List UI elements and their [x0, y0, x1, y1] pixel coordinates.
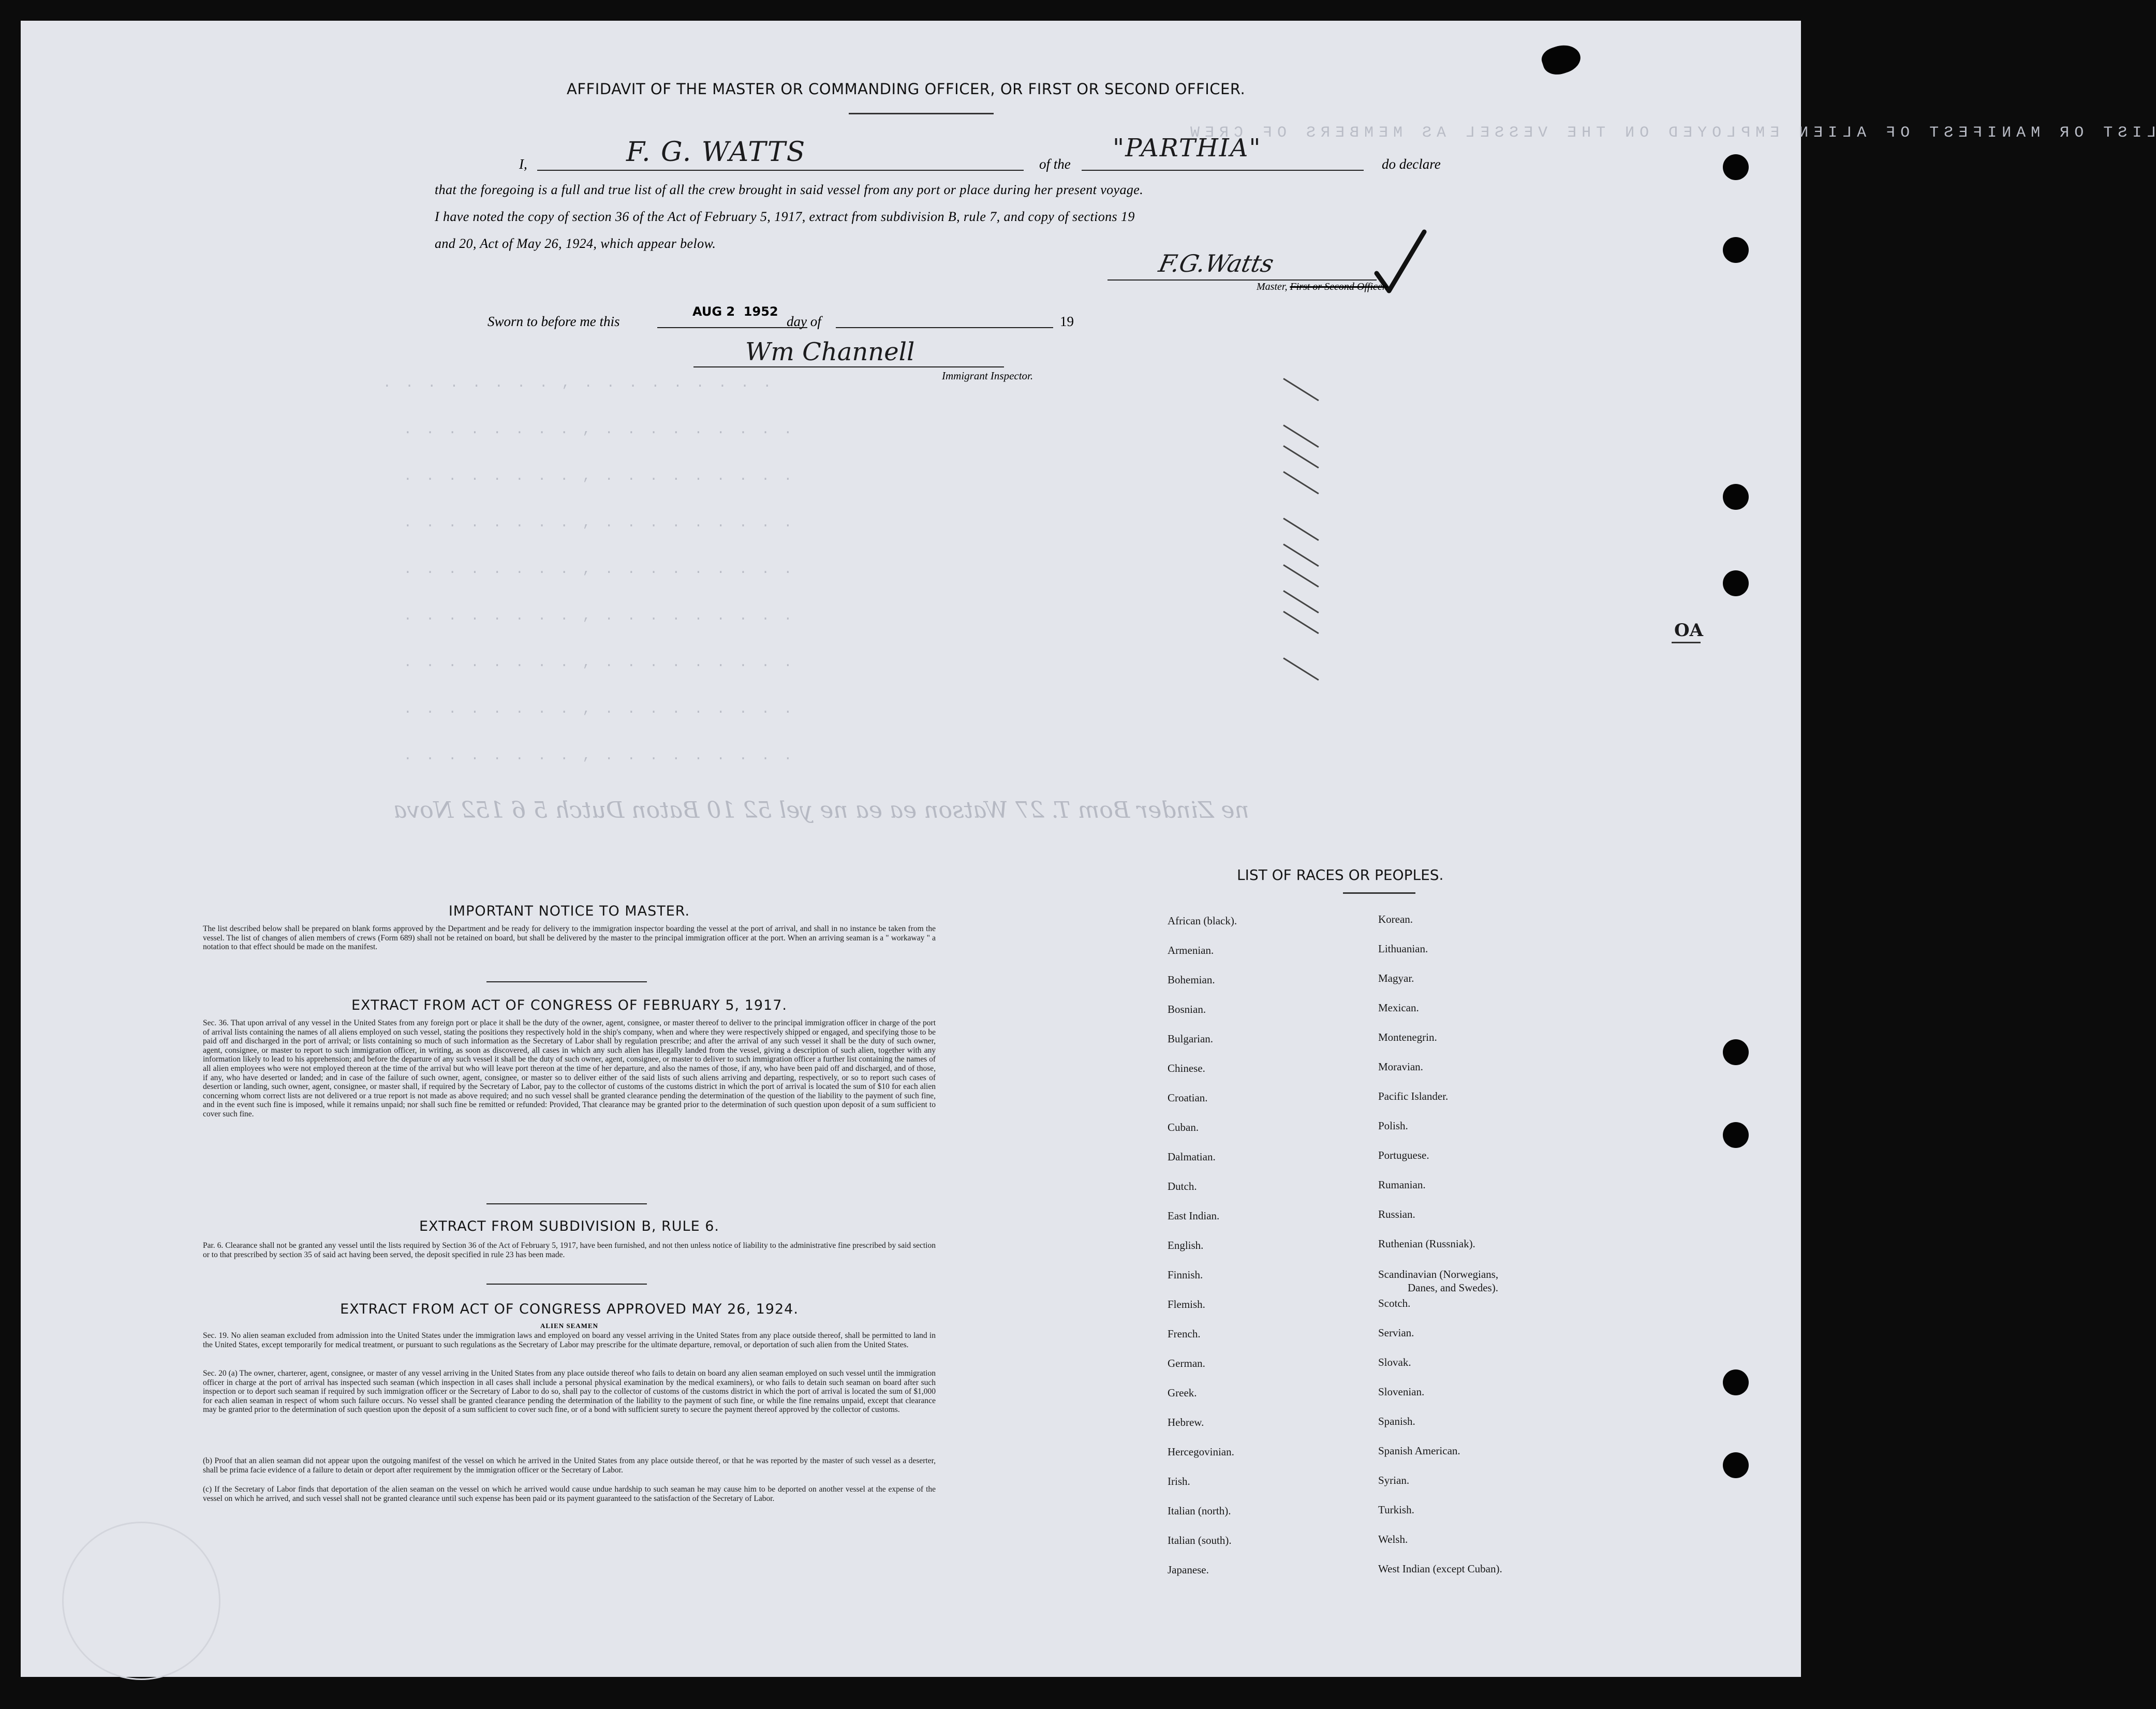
affidavit-title: AFFIDAVIT OF THE MASTER OR COMMANDING OFFICER, OR FIRST OR SECOND OFFICER. [567, 80, 1246, 98]
check-tick [1283, 445, 1319, 468]
torn-corner-mark [1539, 40, 1584, 79]
race-left: African (black). [1168, 915, 1237, 927]
punch-hole [1723, 154, 1749, 180]
race-right: Servian. [1378, 1327, 1414, 1339]
check-tick [1283, 424, 1319, 448]
punch-hole [1723, 1039, 1749, 1065]
subdivision-b-text: Par. 6. Clearance shall not be granted any vessel until the lists required by Section 36 of the Act of February 5, 1917, have been furnished, and not then unless notice of liability to the administrative fine prescribed by said section or to that prescribed by section 35 of said act having been served, the deposit specified in rule 23 has been made. [203, 1241, 936, 1259]
punch-hole [1723, 1452, 1749, 1478]
inspector-signature: Wm Channell [745, 337, 915, 366]
extract-1917-heading: EXTRACT FROM ACT OF CONGRESS OF FEBRUARY 5, 1917. [351, 997, 787, 1013]
master-name-line [537, 170, 1024, 171]
race-right: Slovak. [1378, 1356, 1411, 1368]
race-right: Slovenian. [1378, 1386, 1425, 1398]
race-left: French. [1168, 1328, 1201, 1340]
race-right: Scotch. [1378, 1297, 1411, 1309]
alien-seamen-subheading: ALIEN SEAMEN [540, 1322, 599, 1330]
affidavit-line-2: that the foregoing is a full and true list of all the crew brought in said vessel from any port or place during her present voyage. [435, 182, 1144, 197]
punch-hole [1723, 237, 1749, 263]
race-left: Cuban. [1168, 1121, 1199, 1133]
race-left: Dutch. [1168, 1180, 1197, 1192]
master-caption-prefix: Master, [1257, 281, 1288, 292]
race-left: Dalmatian. [1168, 1151, 1216, 1163]
affidavit-title-rule [849, 113, 994, 114]
bleed-through-row: . . . . . . . . , . . . . . . . . . [404, 748, 795, 763]
race-right: Rumanian. [1378, 1178, 1426, 1191]
inspector-caption: Immigrant Inspector. [942, 370, 1033, 382]
race-right: Syrian. [1378, 1474, 1410, 1486]
sworn-date-stamp: AUG 2 1952 [692, 304, 778, 319]
month-line [836, 327, 1053, 328]
race-right: Pacific Islander. [1378, 1090, 1449, 1102]
check-tick [1283, 564, 1319, 587]
extract-1924-heading: EXTRACT FROM ACT OF CONGRESS APPROVED MAY 26, 1924. [340, 1301, 799, 1317]
race-left: English. [1168, 1239, 1204, 1251]
extract-1917-text: Sec. 36. That upon arrival of any vessel in the United States from any foreign port or place it shall be the duty of the owner, agent, consignee, or master thereof to deliver to the principal immigration officer in charge of the port of arrival lists containing the names of all aliens employed on such vessel, stating the positions they respectively hold in the ship's company, when and where they were respectively shipped or engaged, and specifying those to be paid off and discharged in the port of arrival; or lists containing so much of such information as the Secretary of Labor shall by regulation prescribe; and after the arrival of any such vessel it shall be the duty of such owner, agent, consignee, or master to report to such immigration officer, in writing, as soon as discovered, all cases in which any such alien has illegally landed from the vessel, giving a description of such alien, together with any information likely to lead to his apprehension; and before the departure of any such vessel it shall be the duty of such owner, agent, consignee, or master to deliver to such immigration officer a further list containing the names of all alien employees who were not employed thereon at the time of the arrival but who will leave port thereon at the time of her departure, and also the names of those, if any, who have been paid off and discharged, and of those, if any, who have deserted or landed; and in case of the failure of such owner, agent, consignee, or master so to deliver either of the said lists of such aliens arriving and departing, respectively, or so to report such cases of desertion or landing, such owner, agent, consignee, or master shall, if required by the Secretary of Labor, pay to the collector of customs of the customs district in which the port of arrival is located the sum of $10 for each alien concerning whom correct lists are not delivered or a true report is not made as above required; and no such vessel shall be granted clearance pending the determination of the question of the liability to the payment of such fine, and in the event such fine is imposed, while it remains unpaid; nor shall such fine be remitted or refunded: Provided, That clearance may be granted prior to the determination of such question upon deposit of a sum sufficient to cover such fine. [203, 1019, 936, 1118]
divider [486, 981, 647, 982]
race-right: Polish. [1378, 1119, 1408, 1132]
master-signature-line [1107, 279, 1377, 281]
race-left: Hercegovinian. [1168, 1446, 1234, 1458]
race-right: Montenegrin. [1378, 1031, 1437, 1043]
margin-mark-underline [1672, 642, 1701, 643]
sec-20c-text: (c) If the Secretary of Labor finds that deportation of the alien seaman on the vessel on which he arrived would cause undue hardship to such seaman he may cause him to be deported on another vessel at the expense of the vessel on which he arrived, and such vessel shall not be granted clearance until such expense has been paid or its payment guaranteed to the satisfaction of the Secretary of Labor. [203, 1485, 936, 1503]
check-tick [1283, 518, 1319, 541]
race-left: Bohemian. [1168, 974, 1215, 986]
notice-heading: IMPORTANT NOTICE TO MASTER. [448, 903, 690, 919]
race-left: Finnish. [1168, 1269, 1203, 1281]
race-left: Flemish. [1168, 1298, 1205, 1310]
race-right: Magyar. [1378, 972, 1414, 984]
bleed-through-row: . . . . . . . . , . . . . . . . . . [383, 375, 775, 391]
race-left: Irish. [1168, 1475, 1190, 1487]
bleed-through-row: . . . . . . . . , . . . . . . . . . [404, 422, 795, 437]
year-prefix: 19 [1060, 314, 1074, 329]
race-left: Croatian. [1168, 1092, 1208, 1104]
master-caption-struck: First or Second Officer. [1290, 281, 1388, 292]
check-tick [1283, 378, 1319, 401]
races-heading-rule [1343, 892, 1415, 894]
bleed-through-row: . . . . . . . . , . . . . . . . . . [404, 655, 795, 670]
race-right: Spanish. [1378, 1415, 1415, 1427]
embossed-seal [62, 1522, 220, 1680]
i-label: I, [519, 156, 527, 172]
vessel-name: "PARTHIA" [1113, 134, 1262, 163]
punch-hole [1723, 1122, 1749, 1148]
race-right: Scandinavian (Norwegians, [1378, 1268, 1499, 1280]
race-left: Italian (north). [1168, 1505, 1231, 1517]
master-caption [1257, 281, 1387, 293]
race-right: Lithuanian. [1378, 942, 1428, 955]
check-tick [1283, 611, 1319, 634]
race-left: Greek. [1168, 1387, 1197, 1399]
of-the-label: of the [1039, 156, 1071, 172]
inspector-signature-line [693, 366, 1004, 367]
bleed-through-row: . . . . . . . . , . . . . . . . . . [404, 608, 795, 624]
sec-20b-text: (b) Proof that an alien seaman did not appear upon the outgoing manifest of the vessel on which he arrived in the United States from any place outside thereof, or that he was reported by the master of such vessel as a deserter, shall be prima facie evidence of a failure to detain or deport after requirement by the immigration officer or the Secretary of Labor. [203, 1456, 936, 1475]
races-heading: LIST OF RACES OR PEOPLES. [1237, 866, 1444, 883]
master-signature: F.G.Watts [1156, 249, 1277, 277]
race-right: West Indian (except Cuban). [1378, 1563, 1502, 1575]
bleed-through-row: . . . . . . . . , . . . . . . . . . [404, 515, 795, 531]
do-declare-label: do declare [1382, 156, 1441, 172]
race-right: Moravian. [1378, 1060, 1423, 1073]
affidavit-line-4: and 20, Act of May 26, 1924, which appear below. [435, 236, 716, 251]
race-right: Turkish. [1378, 1504, 1414, 1516]
day-of-label: day of [787, 314, 821, 329]
race-left: Japanese. [1168, 1564, 1209, 1576]
race-left: Bosnian. [1168, 1003, 1206, 1015]
punch-hole [1723, 1369, 1749, 1395]
sec-19-text: Sec. 19. No alien seaman excluded from admission into the United States under the immigration laws and employed on board any vessel arriving in the United States from any place outside thereof, shall be permitted to land in the United States, except temporarily for medical treatment, or pursuant to such regulations as the Secretary of Labor may prescribe for the ultimate departure, removal, or deportation of such alien from the United States. [203, 1331, 936, 1349]
divider [486, 1203, 647, 1204]
race-right: Russian. [1378, 1208, 1415, 1220]
margin-mark: OA [1674, 620, 1703, 641]
race-left: Hebrew. [1168, 1416, 1204, 1428]
race-left: Chinese. [1168, 1062, 1205, 1074]
bleed-through-row: . . . . . . . . , . . . . . . . . . [404, 562, 795, 577]
divider [486, 1284, 647, 1285]
race-left: Armenian. [1168, 944, 1214, 956]
race-left: Bulgarian. [1168, 1033, 1214, 1045]
punch-hole [1723, 570, 1749, 596]
sworn-label: Sworn to before me this [488, 314, 620, 329]
race-right: Portuguese. [1378, 1149, 1429, 1161]
check-tick [1283, 657, 1319, 681]
race-right: Ruthenian (Russniak). [1378, 1237, 1475, 1250]
punch-hole [1723, 484, 1749, 510]
check-tick [1283, 590, 1319, 613]
notice-text: The list described below shall be prepared on blank forms approved by the Department and be ready for delivery to the immigration inspector boarding the vessel at the port of arrival, and shall in no instance be taken from the vessel. The list of changes of alien members of crews (Form 689) shall not be retained on board, but shall be delivered by the master to the principal immigration officer at the port. When an arriving seaman is a " workaway " a notation to that effect should be made on the manifest. [203, 924, 936, 952]
check-tick [1283, 543, 1319, 567]
document-page [21, 21, 2156, 1677]
sworn-date-line [657, 327, 807, 328]
affidavit-line-3: I have noted the copy of section 36 of the Act of February 5, 1917, extract from subdivision B, rule 7, and copy of sections 19 [435, 209, 1135, 224]
bleed-through-row: . . . . . . . . , . . . . . . . . . [404, 468, 795, 484]
race-right: Spanish American. [1378, 1445, 1460, 1457]
race-right: Welsh. [1378, 1533, 1408, 1545]
master-name: F. G. WATTS [626, 137, 806, 168]
subdivision-b-heading: EXTRACT FROM SUBDIVISION B, RULE 6. [419, 1218, 719, 1234]
vessel-name-line [1082, 170, 1364, 171]
race-right: Korean. [1378, 913, 1413, 925]
bleed-through-handwriting: ne Zinder Bom T. 27 Watson ea ea ne yel 52 10 Baton Dutch 5 6 152 Nova [393, 797, 1249, 823]
race-left: East Indian. [1168, 1210, 1220, 1222]
race-right: Danes, and Swedes). [1408, 1281, 1498, 1294]
sec-20a-text: Sec. 20 (a) The owner, charterer, agent, consignee, or master of any vessel arriving in the United States from any place outside thereof who fails to detain on board any alien seaman employed on such vessel until the immigration officer in charge at the port of arrival has inspected such seaman (which inspection in all cases shall include a personal physical examination by the medical examiners), or who fails to detain such seaman on board after such inspection or to deport such seaman if required by such immigration officer or the Secretary of Labor to do so, shall pay to the collector of customs of the customs district in which the port of arrival is located the sum of $1,000 for each alien seaman in respect of whom such failure occurs. No vessel shall be granted clearance pending the determination of the liability to the payment of such fine, or while the fine remains unpaid, except that clearance may be granted prior to the determination of such question upon the deposit of a sum sufficient to cover such fine, or of a bond with sufficient surety to secure the payment thereof approved by the collector of customs. [203, 1369, 936, 1415]
bleed-through-header: LIST OR MANIFEST OF ALIEN EMPLOYED ON THE VESSEL AS MEMBERS OF CREW [1185, 124, 2156, 142]
bleed-through-row: . . . . . . . . , . . . . . . . . . [404, 701, 795, 717]
race-left: Italian (south). [1168, 1534, 1232, 1546]
race-right: Mexican. [1378, 1001, 1419, 1014]
race-left: German. [1168, 1357, 1205, 1369]
check-tick [1283, 471, 1319, 494]
